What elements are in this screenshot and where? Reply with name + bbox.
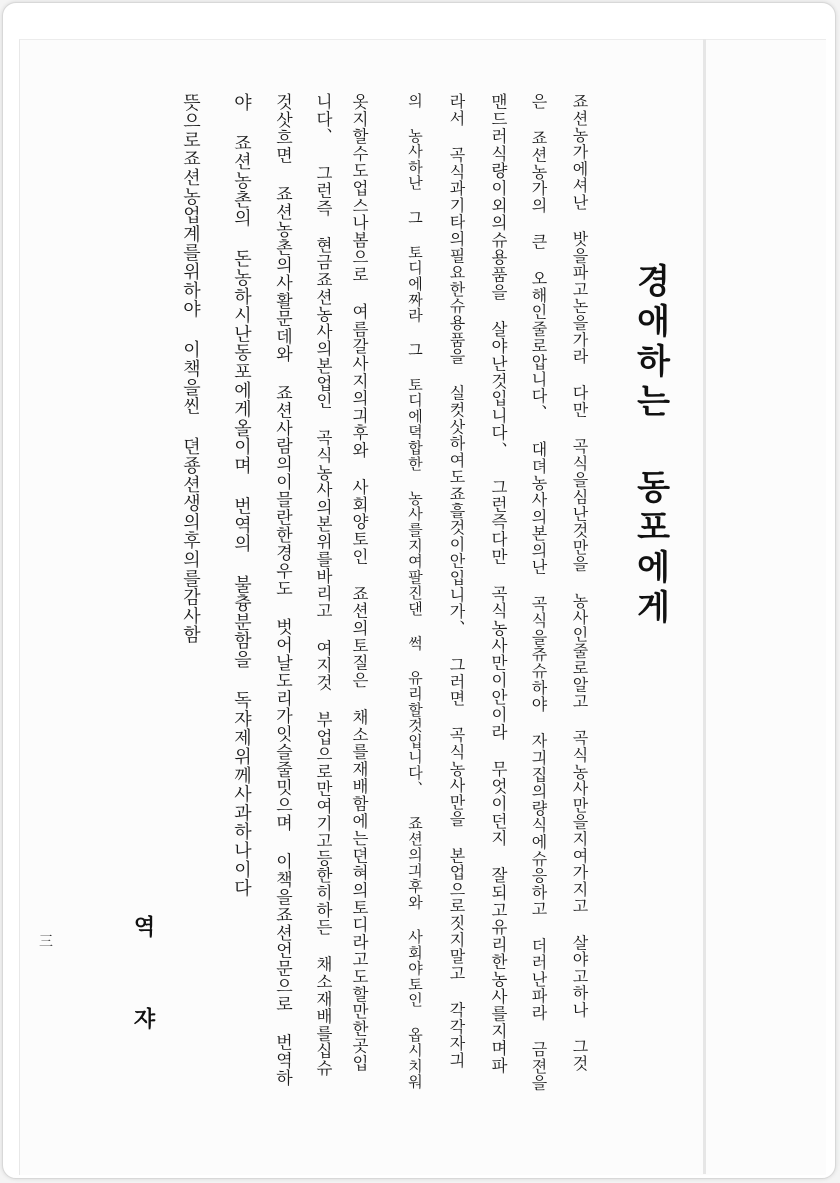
- text-line-3: 맨드러식량이외의슈용품을 살야난것입니다、 그런즉다만 곡식농사만이안이라 무엇이던지 잘되고유리한농사를지며파: [488, 93, 508, 1075]
- text-line-8: 것삿흐면 죠션농촌의사활문데와 죠션사람의이믈란한경우도 벗어날도리가잇슬줄밋으며 이책을죠션언문으로 번역하: [272, 93, 292, 1087]
- text-line-4: 라서 곡식과기타의필요한슈용품을 실컷삿하여도죠흘것이안입니가、 그러면 곡식농사만을 본업으로짓지말고 각각자긔: [447, 93, 466, 1069]
- document-title: 경애하는 동포에게: [630, 263, 670, 629]
- text-line-9: 야 죠션농촌의 돈농하시난동포에게올이며 번역의 불츙분함을 독쟈제위께사과하나이다: [231, 93, 252, 898]
- page-frame: [2, 2, 836, 1179]
- text-line-6: 옷지할수도업스나봄으로 여름갈사지의긔후와 사회양토인 죠션의토질은 채소를재배함에는뎐혀의토디라고도할만한곳입: [349, 93, 369, 1072]
- text-line-1: 죠션농가에셔난 밧을파고논을가라 다만 곡식을심난것만을 농사인줄로알고 곡식농사만을지여가지고 살야고하나 그것: [570, 93, 589, 1072]
- document-body: [173, 93, 670, 1103]
- text-line-10: 뜻으로죠션농업계를위하야 이책을씬 뎐죵션생의후의를감사함: [180, 93, 201, 645]
- page-number: 三: [39, 934, 53, 950]
- text-line-7: 니다、 그런즉 현금죠션농사의본업인 곡식농사의본위를바리고 여지것 부업으로만여기고등한히하든 채소재배를십슈: [313, 93, 333, 1077]
- page-edge-shadow: [703, 39, 706, 1174]
- text-line-2: 은 죠션농가의 큰 오해인줄로압니다、 대뎌농사의본의난 곡식을츄슈하야 자긔집의량식에슈응하고 더러난파라 금젼을: [529, 93, 548, 1092]
- text-line-5: 의 농사하난 그 토디에짜라 그 토디에뎍합한 농사를지여팔진댄 썩 유리할것입니다、 죠션의긔후와 사회야토인 옵시치워: [406, 93, 424, 1090]
- translator-signature: 역쟈: [130, 915, 156, 1099]
